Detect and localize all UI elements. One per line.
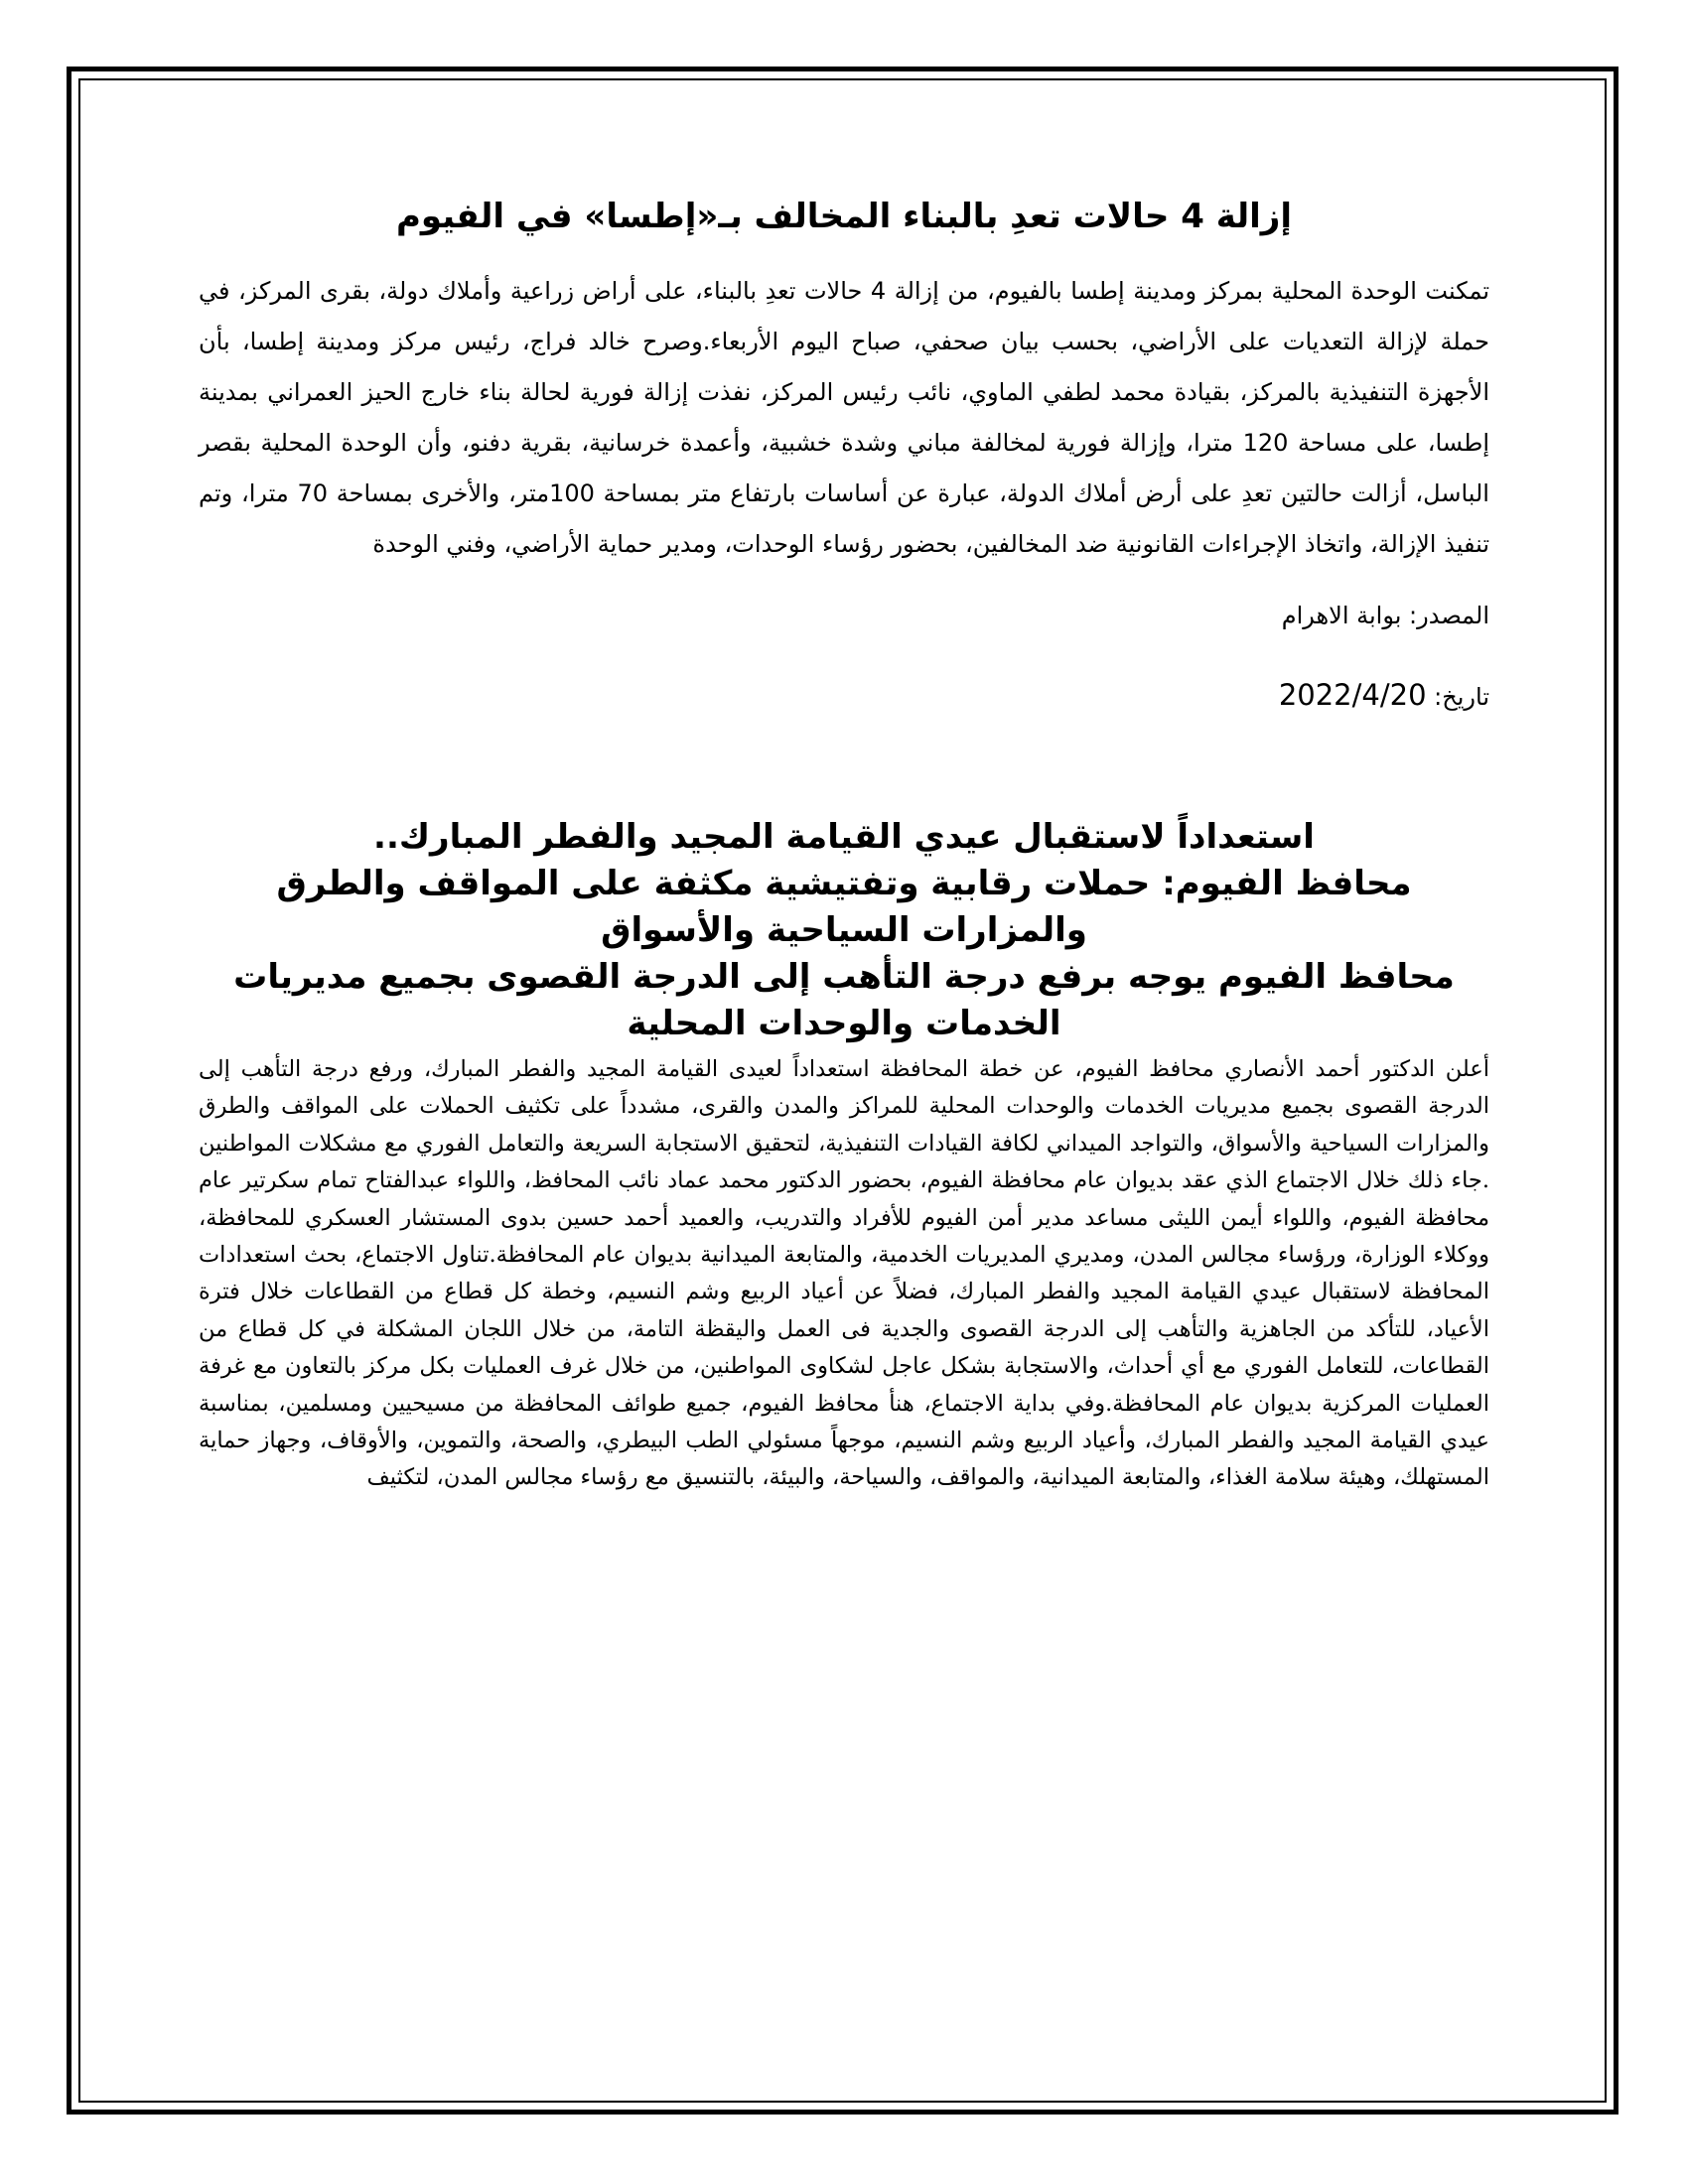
article-2-body: أعلن الدكتور أحمد الأنصاري محافظ الفيوم، عن خطة المحافظة استعداداً لعيدى القيامة المجيد والفطر المبارك، ورفع درجة التأهب إلى الدرجة القصوى بجميع مديريات الخدمات والوحدات المحلية للمراكز والمدن والقرى، مشدداً على تكثيف الحملات على المواقف والطرق والمزارات السياحية والأسواق، والتواجد الميداني لكافة القيادات التنفيذية، لتحقيق الاستجابة السريعة والتعامل الفوري مع مشكلات المواطنين .جاء ذلك خلال الاجتماع الذي عقد بديوان عام محافظة الفيوم، بحضور الدكتور محمد عماد نائب المحافظ، واللواء عبدالفتاح تمام سكرتير عام محافظة الفيوم، واللواء أيمن الليثى مساعد مدير أمن الفيوم للأفراد والتدريب، والعميد أحمد حسين بدوى المستشار العسكري للمحافظة، ووكلاء الوزارة، ورؤساء مجالس المدن، ومديري المديريات الخدمية، والمتابعة الميدانية بديوان عام المحافظة.تناول الاجتماع، بحث استعدادات المحافظة لاستقبال عيدي القيامة المجيد والفطر المبارك، فضلاً عن أعياد الربيع وشم النسيم، وخطة كل قطاع من القطاعات خلال فترة الأعياد، للتأكد من الجاهزية والتأهب إلى الدرجة القصوى والجدية فى العمل واليقظة التامة، من خلال اللجان المشكلة في كل قطاع من القطاعات، للتعامل الفوري مع أي أحداث، والاستجابة بشكل عاجل لشكاوى المواطنين، من خلال غرف العمليات بكل مركز بالتعاون مع غرفة العمليات المركزية بديوان عام المحافظة.وفي بداية الاجتماع، هنأ محافظ الفيوم، جميع طوائف المحافظة من مسيحيين ومسلمين، بمناسبة عيدي القيامة المجيد والفطر المبارك، وأعياد الربيع وشم النسيم، موجهاً مسئولي الطب البيطري، والصحة، والتموين، والأوقاف، وجهاز حماية المستهلك، وهيئة سلامة الغذاء، والمتابعة الميدانية، والمواقف، والسياحة، والبيئة، بالتنسيق مع رؤساء مجالس المدن، لتكثيف [199, 1056, 1489, 1491]
article-1-source: المصدر: بوابة الاهرام [1281, 602, 1489, 629]
article-1-body: تمكنت الوحدة المحلية بمركز ومدينة إطسا بالفيوم، من إزالة 4 حالات تعدِ بالبناء، على أراض زراعية وأملاك دولة، بقرى المركز، في حملة لإزالة التعديات على الأراضي، بحسب بيان صحفي، صباح اليوم الأربعاء.وصرح خالد فراج، رئيس مركز ومدينة إطسا، بأن الأجهزة التنفيذية بالمركز، بقيادة محمد لطفي الماوي، نائب رئيس المركز، نفذت إزالة فورية لحالة بناء خارج الحيز العمراني بمدينة إطسا، على مساحة 120 مترا، وإزالة فورية لمخالفة مباني وشدة خشبية، وأعمدة خرسانية، بقرية دفنو، وأن الوحدة المحلية بقصر الباسل، أزالت حالتين تعدِ على أرض أملاك الدولة، عبارة عن أساسات بارتفاع متر بمساحة 100متر، والأخرى بمساحة 70 مترا، وتم تنفيذ الإزالة، واتخاذ الإجراءات القانونية ضد المخالفين، بحضور رؤساء الوحدات، ومدير حماية الأراضي، وفني الوحدة [199, 277, 1490, 558]
article-2-headline-2: محافظ الفيوم: حملات رقابية وتفتيشية مكثفة على المواقف والطرق والمزارات السياحية والأسواق [276, 864, 1412, 950]
article-1 [199, 189, 1489, 717]
article-2-headline-3: محافظ الفيوم يوجه برفع درجة التأهب إلى الدرجة القصوى بجميع مديريات الخدمات والوحدات المحلية [233, 957, 1455, 1043]
article-1-date [199, 675, 1489, 717]
date-value: 2022/4/20 [1278, 678, 1427, 712]
document-content [199, 189, 1489, 1497]
article-2-headline-1: استعداداً لاستقبال عيدي القيامة المجيد والفطر المبارك.. [373, 817, 1315, 857]
date-label: تاريخ: [1426, 683, 1489, 711]
article-2-headlines [199, 814, 1489, 1047]
article-1-title: إزالة 4 حالات تعدِ بالبناء المخالف بـ«إطسا» في الفيوم [396, 197, 1292, 236]
article-2 [199, 814, 1489, 1497]
